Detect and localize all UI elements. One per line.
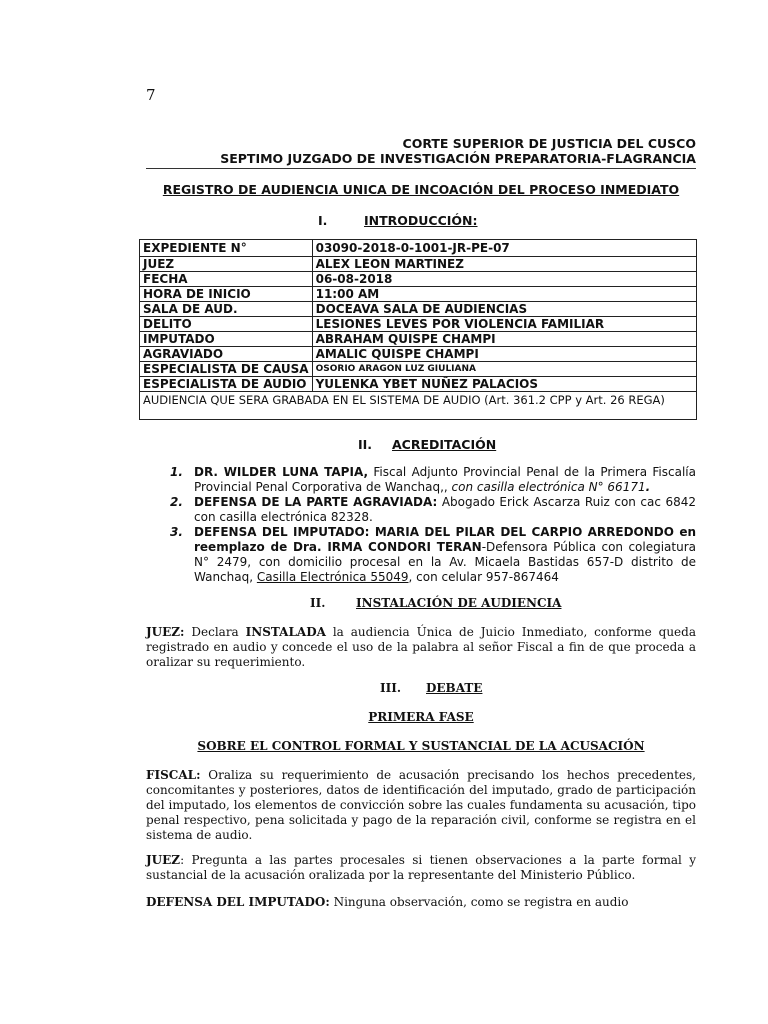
court-name: CORTE SUPERIOR DE JUSTICIA DEL CUSCO — [402, 136, 696, 151]
info-key: FECHA — [140, 272, 313, 287]
court-header — [220, 136, 696, 166]
section-acreditacion — [358, 437, 496, 452]
speaker: JUEZ — [146, 853, 181, 867]
table-row — [140, 240, 697, 257]
speaker: FISCAL: — [146, 768, 201, 782]
section-debate — [380, 681, 482, 695]
item-number: 1. — [170, 465, 183, 479]
defensa-paragraph — [146, 895, 696, 910]
party-name: DEFENSA DEL IMPUTADO: MARIA DEL PILAR DEL CARPIO ARREDONDO en reemplazo de Dra. IRMA CONDORI TERAN — [194, 525, 696, 554]
emphasis: INSTALADA — [245, 625, 326, 639]
item-number: 3. — [170, 525, 183, 539]
info-key: SALA DE AUD. — [140, 302, 313, 317]
table-row — [140, 332, 697, 347]
speaker: DEFENSA DEL IMPUTADO: — [146, 895, 330, 909]
table-row — [140, 257, 697, 272]
page-number: 7 — [146, 86, 156, 104]
paragraph-text: : Pregunta a las partes procesales si tienen observaciones a la parte formal y sustancial de la acusación oralizada por la representante del Ministerio Público. — [146, 853, 696, 882]
case-info-table — [139, 239, 697, 420]
info-value: OSORIO ARAGON LUZ GIULIANA — [312, 362, 696, 377]
court-division: SEPTIMO JUZGADO DE INVESTIGACIÓN PREPARATORIA-FLAGRANCIA — [220, 151, 696, 166]
paragraph-text: la audiencia Única de Juicio Inmediato, conforme queda registrado en audio y concede el uso de la palabra al señor Fiscal a fin de que proceda a oralizar su requerimiento. — [146, 625, 696, 669]
info-value: ABRAHAM QUISPE CHAMPI — [312, 332, 696, 347]
info-value: AMALIC QUISPE CHAMPI — [312, 347, 696, 362]
party-detail: -Defensora Pública con colegiatura N° 2479, con domicilio procesal en la Av. Micaela Bastidas 657-D distrito de Wanchaq, — [194, 540, 696, 584]
header-divider — [146, 168, 696, 169]
info-value: 03090-2018-0-1001-JR-PE-07 — [312, 240, 696, 257]
section-label: ACREDITACIÓN — [392, 437, 497, 452]
party-end: . — [645, 480, 651, 494]
paragraph-text: Oraliza su requerimiento de acusación precisando los hechos precedentes, concomitantes y posteriores, datos de identificación del imputado, grado de participación del imputado, los elementos de convicción sobre las cuales fundamenta su acusación, tipo penal respectivo, pena solicitada y pago de la reparación civil, conforme se registra en el sistema de audio. — [146, 768, 696, 842]
info-key: EXPEDIENTE N° — [140, 240, 313, 257]
section-introduccion — [318, 213, 478, 228]
table-row — [140, 302, 697, 317]
juez-paragraph — [146, 853, 696, 883]
party-end: , con celular 957-867464 — [408, 570, 559, 584]
info-value: 11:00 AM — [312, 287, 696, 302]
info-value: DOCEAVA SALA DE AUDIENCIAS — [312, 302, 696, 317]
item-number: 2. — [170, 495, 183, 509]
info-key: HORA DE INICIO — [140, 287, 313, 302]
subtitle: SOBRE EL CONTROL FORMAL Y SUSTANCIAL DE LA ACUSACIÓN — [197, 739, 645, 753]
section-number: II. — [310, 596, 326, 610]
table-row — [140, 287, 697, 302]
credentials-list — [146, 465, 696, 585]
table-row — [140, 362, 697, 377]
install-paragraph — [146, 625, 696, 670]
info-key: JUEZ — [140, 257, 313, 272]
party-name: DR. WILDER LUNA TAPIA, — [194, 465, 369, 479]
section-number: III. — [380, 681, 402, 695]
info-key: DELITO — [140, 317, 313, 332]
list-item — [146, 465, 696, 495]
party-name: DEFENSA DE LA PARTE AGRAVIADA: — [194, 495, 438, 509]
info-key: IMPUTADO — [140, 332, 313, 347]
phase-title: PRIMERA FASE — [368, 710, 474, 724]
info-key: ESPECIALISTA DE CAUSA — [140, 362, 313, 377]
paragraph-text: Ninguna observación, como se registra en audio — [329, 895, 629, 909]
table-row — [140, 317, 697, 332]
recording-note: AUDIENCIA QUE SERA GRABADA EN EL SISTEMA DE AUDIO (Art. 361.2 CPP y Art. 26 REGA) — [140, 392, 697, 420]
section-label: INTRODUCCIÓN: — [364, 213, 478, 228]
info-value: LESIONES LEVES POR VIOLENCIA FAMILIAR — [312, 317, 696, 332]
list-item — [146, 495, 696, 525]
section-instalacion — [310, 596, 561, 610]
document-title: REGISTRO DE AUDIENCIA UNICA DE INCOACIÓN DEL PROCESO INMEDIATO — [162, 182, 680, 197]
table-row — [140, 392, 697, 420]
paragraph-text: Declara — [184, 625, 246, 639]
fiscal-paragraph — [146, 768, 696, 843]
info-value: YULENKA YBET NUÑEZ PALACIOS — [312, 377, 696, 392]
table-row — [140, 272, 697, 287]
party-casilla: con casilla electrónica N° 66171 — [451, 480, 646, 494]
info-key: ESPECIALISTA DE AUDIO — [140, 377, 313, 392]
info-value: ALEX LEON MARTINEZ — [312, 257, 696, 272]
section-number: II. — [358, 437, 373, 452]
table-row — [140, 347, 697, 362]
section-label: INSTALACIÓN DE AUDIENCIA — [356, 596, 562, 610]
party-detail: Fiscal Adjunto Provincial Penal de la Primera Fiscalía Provincial Penal Corporativa de Wanchaq,, — [194, 465, 696, 494]
info-value: 06-08-2018 — [312, 272, 696, 287]
party-detail: Abogado Erick Ascarza Ruiz con cac 6842 con casilla electrónica 82328. — [194, 495, 696, 524]
table-row — [140, 377, 697, 392]
party-casilla: Casilla Electrónica 55049 — [256, 570, 409, 584]
speaker: JUEZ: — [146, 625, 185, 639]
section-number: I. — [318, 213, 328, 228]
list-item — [146, 525, 696, 585]
section-label: DEBATE — [426, 681, 483, 695]
info-key: AGRAVIADO — [140, 347, 313, 362]
